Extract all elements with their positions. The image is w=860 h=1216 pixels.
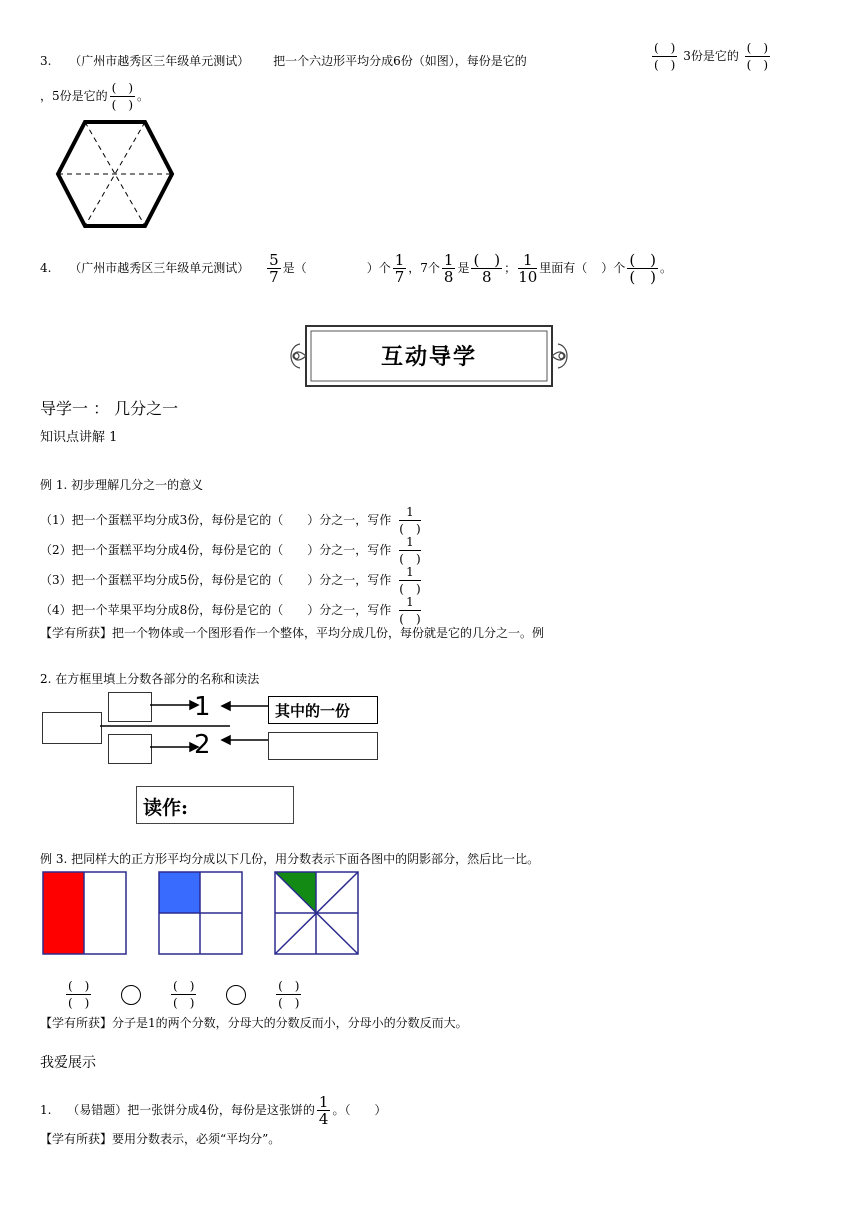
q3-line1 xyxy=(40,52,527,69)
ex1-item: （3）把一个蛋糕平均分成5份，每份是它的（ ）分之一，写作 1 ( ) xyxy=(40,565,421,596)
ex1-item: （1）把一个蛋糕平均分成3份，每份是它的（ ）分之一，写作 1 ( ) xyxy=(40,505,421,536)
ex1-gain: 【学有所获】把一个物体或一个图形看作一个整体，平均分成几份，每份就是它的几分之一。例 xyxy=(40,626,545,640)
show-question: 1. （易错题）把一张饼分成4份，每份是这张饼的 $\frac{1}{4}$ 。（ ） xyxy=(40,1093,387,1128)
compare-circle-2[interactable] xyxy=(226,985,246,1005)
label-box: 其中的一份 xyxy=(268,696,378,724)
q4-line: 4. （广州市越秀区三年级单元测试） $\frac{5}{7}$ 是（ ）个 $\frac{1}{7}$ ，7个 $\frac{1}{8}$ 是 ( ) 8 ； $\frac{1}{10}$ 里面有（ ）个 ( ) ( ) 。 xyxy=(40,251,673,286)
name-box-left[interactable] xyxy=(42,712,102,744)
read-as-box[interactable]: 读作: xyxy=(136,786,294,824)
section-banner xyxy=(286,322,572,390)
read-method-box[interactable] xyxy=(268,732,378,760)
ex1-title: 例 1. 初步理解几分之一的意义 xyxy=(40,478,204,492)
shaded-half xyxy=(43,872,84,954)
ex3-gain: 【学有所获】分子是1的两个分数，分母大的分数反而小，分母小的分数反而大。 xyxy=(40,1016,468,1030)
square-eighths xyxy=(274,871,360,955)
fraction-denominator: 2 xyxy=(194,730,211,760)
ex1-item: （2）把一个蛋糕平均分成4份，每份是它的（ ）分之一，写作 1 ( ) xyxy=(40,535,421,566)
fraction-numerator: 1 xyxy=(194,692,211,722)
ex3-title: 例 3. 把同样大的正方形平均分成以下几份，用分数表示下面各图中的阴影部分，然后比一比。 xyxy=(40,852,540,866)
ex2-title: 2. 在方框里填上分数各部分的名称和读法 xyxy=(40,672,260,686)
q3-text: 把一个六边形平均分成6份（如图），每份是它的 xyxy=(273,54,527,68)
q3-number: 3. xyxy=(40,54,52,68)
square-quarters xyxy=(158,871,244,955)
fraction-arrows xyxy=(100,690,270,766)
compare-circle-1[interactable] xyxy=(121,985,141,1005)
compare-row: ( ) ( ) ( ) ( ) ( ) ( ) xyxy=(68,979,300,1010)
q3-line2: ，5份是它的 ( ) ( ) 。 xyxy=(40,81,150,112)
q3-answers: ( ) ( ) 3份是它的 ( ) ( ) xyxy=(654,41,769,72)
q3-source: （广州市越秀区三年级单元测试） xyxy=(69,54,250,68)
shaded-quarter xyxy=(159,872,200,913)
ex1-item: （4）把一个苹果平均分成8份，每份是它的（ ）分之一，写作 1 ( ) xyxy=(40,595,421,626)
section-subtitle: 知识点讲解 1 xyxy=(40,430,118,445)
show-gain: 【学有所获】要用分数表示，必须“平均分”。 xyxy=(40,1132,281,1146)
show-title: 我爱展示 xyxy=(40,1055,96,1071)
banner-title: 互动导学 xyxy=(380,344,477,370)
hexagon-figure xyxy=(54,118,176,230)
square-halves xyxy=(42,871,128,955)
section-title: 导学一 ： 几分之一 xyxy=(40,399,179,418)
